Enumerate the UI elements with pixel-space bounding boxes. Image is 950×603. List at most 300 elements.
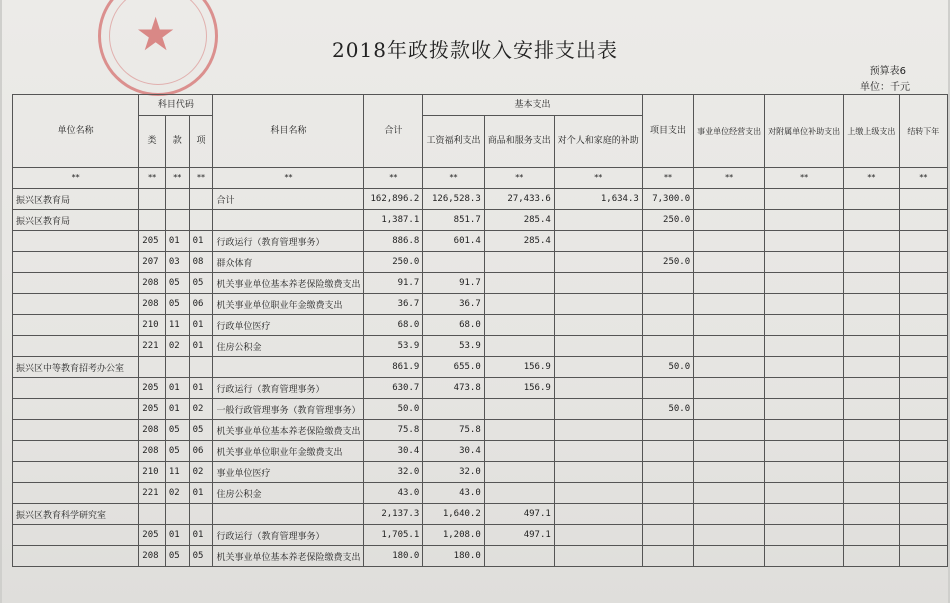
personal-cell <box>554 483 642 504</box>
goods-cell <box>484 399 554 420</box>
code-lei-cell: 208 <box>139 420 166 441</box>
project-cell <box>642 231 693 252</box>
subject-name-cell: 事业单位医疗 <box>213 462 364 483</box>
subsidy-cell <box>765 504 844 525</box>
code-xiang-cell <box>189 210 213 231</box>
code-xiang-cell: 01 <box>189 483 213 504</box>
code-kuan-cell: 05 <box>165 294 189 315</box>
code-kuan-cell: 02 <box>165 483 189 504</box>
unit-name-cell: 振兴区教育科学研究室 <box>13 504 139 525</box>
goods-cell <box>484 252 554 273</box>
upper-cell <box>844 483 899 504</box>
carry-cell <box>899 462 947 483</box>
table-row <box>13 252 948 273</box>
carry-cell <box>899 504 947 525</box>
enterprise-cell <box>694 420 765 441</box>
upper-cell <box>844 378 899 399</box>
unit-name-cell <box>13 294 139 315</box>
project-cell <box>642 273 693 294</box>
enterprise-cell <box>694 210 765 231</box>
star-cell: ** <box>364 168 423 189</box>
goods-cell <box>484 315 554 336</box>
star-cell: ** <box>642 168 693 189</box>
code-kuan-cell: 05 <box>165 420 189 441</box>
personal-cell <box>554 504 642 525</box>
code-xiang-cell: 01 <box>189 525 213 546</box>
star-cell: ** <box>189 168 213 189</box>
col-subject-code: 科目代码 <box>139 95 213 116</box>
total-cell: 75.8 <box>364 420 423 441</box>
subsidy-cell <box>765 294 844 315</box>
subsidy-cell <box>765 420 844 441</box>
personal-cell <box>554 357 642 378</box>
code-kuan-cell: 01 <box>165 231 189 252</box>
personal-cell <box>554 525 642 546</box>
subject-name-cell: 行政运行（教育管理事务） <box>213 525 364 546</box>
code-lei-cell: 208 <box>139 273 166 294</box>
personal-cell <box>554 231 642 252</box>
code-xiang-cell: 05 <box>189 546 213 567</box>
upper-cell <box>844 273 899 294</box>
personal-cell <box>554 546 642 567</box>
unit-name-cell: 振兴区教育局 <box>13 210 139 231</box>
carry-cell <box>899 315 947 336</box>
col-subject-name: 科目名称 <box>213 95 364 168</box>
salary-cell <box>423 252 484 273</box>
col-upper: 上缴上级支出 <box>844 95 899 168</box>
total-cell: 43.0 <box>364 483 423 504</box>
salary-cell: 655.0 <box>423 357 484 378</box>
goods-cell: 285.4 <box>484 210 554 231</box>
salary-cell: 601.4 <box>423 231 484 252</box>
project-cell <box>642 294 693 315</box>
total-cell: 630.7 <box>364 378 423 399</box>
salary-cell: 53.9 <box>423 336 484 357</box>
subject-name-cell <box>213 504 364 525</box>
table-row <box>13 399 948 420</box>
table-row <box>13 462 948 483</box>
project-cell: 50.0 <box>642 357 693 378</box>
salary-cell: 851.7 <box>423 210 484 231</box>
carry-cell <box>899 273 947 294</box>
star-cell: ** <box>765 168 844 189</box>
project-cell <box>642 378 693 399</box>
table-row <box>13 273 948 294</box>
total-cell: 50.0 <box>364 399 423 420</box>
goods-cell: 285.4 <box>484 231 554 252</box>
code-lei-cell: 221 <box>139 483 166 504</box>
unit-name-cell <box>13 441 139 462</box>
star-cell: ** <box>423 168 484 189</box>
code-lei-cell: 205 <box>139 525 166 546</box>
salary-cell: 91.7 <box>423 273 484 294</box>
personal-cell <box>554 336 642 357</box>
carry-cell <box>899 546 947 567</box>
col-unit-name: 单位名称 <box>13 95 139 168</box>
total-cell: 53.9 <box>364 336 423 357</box>
col-goods: 商品和服务支出 <box>484 116 554 168</box>
code-kuan-cell: 02 <box>165 336 189 357</box>
subsidy-cell <box>765 462 844 483</box>
unit-name-cell <box>13 399 139 420</box>
salary-cell: 1,640.2 <box>423 504 484 525</box>
salary-cell: 126,528.3 <box>423 189 484 210</box>
carry-cell <box>899 420 947 441</box>
page-title: 2018年政拨款收入安排支出表 <box>332 38 618 62</box>
table-row <box>13 525 948 546</box>
col-kuan: 款 <box>165 116 189 168</box>
col-subsidy: 对附属单位补助支出 <box>765 95 844 168</box>
project-cell: 250.0 <box>642 252 693 273</box>
code-xiang-cell: 08 <box>189 252 213 273</box>
goods-cell <box>484 462 554 483</box>
carry-cell <box>899 399 947 420</box>
subsidy-cell <box>765 441 844 462</box>
star-cell: ** <box>139 168 166 189</box>
subject-name-cell: 行政运行（教育管理事务） <box>213 378 364 399</box>
goods-cell: 156.9 <box>484 378 554 399</box>
unit-name-cell <box>13 315 139 336</box>
star-cell: ** <box>213 168 364 189</box>
total-cell: 91.7 <box>364 273 423 294</box>
star-cell: ** <box>554 168 642 189</box>
personal-cell <box>554 441 642 462</box>
subject-name-cell: 住房公积金 <box>213 336 364 357</box>
subject-name-cell: 机关事业单位基本养老保险缴费支出 <box>213 546 364 567</box>
enterprise-cell <box>694 315 765 336</box>
code-xiang-cell: 05 <box>189 420 213 441</box>
personal-cell <box>554 378 642 399</box>
subsidy-cell <box>765 336 844 357</box>
code-kuan-cell <box>165 504 189 525</box>
project-cell <box>642 462 693 483</box>
form-number: 预算表6 <box>869 66 906 77</box>
upper-cell <box>844 399 899 420</box>
code-xiang-cell: 02 <box>189 462 213 483</box>
personal-cell <box>554 420 642 441</box>
personal-cell <box>554 462 642 483</box>
goods-cell <box>484 336 554 357</box>
upper-cell <box>844 294 899 315</box>
carry-cell <box>899 231 947 252</box>
code-xiang-cell: 01 <box>189 231 213 252</box>
enterprise-cell <box>694 336 765 357</box>
col-lei: 类 <box>139 116 166 168</box>
subsidy-cell <box>765 231 844 252</box>
table-row <box>13 504 948 525</box>
table-row <box>13 483 948 504</box>
table-row <box>13 210 948 231</box>
subsidy-cell <box>765 483 844 504</box>
goods-cell: 156.9 <box>484 357 554 378</box>
enterprise-cell <box>694 252 765 273</box>
carry-cell <box>899 189 947 210</box>
project-cell <box>642 483 693 504</box>
enterprise-cell <box>694 462 765 483</box>
enterprise-cell <box>694 399 765 420</box>
code-kuan-cell: 01 <box>165 399 189 420</box>
carry-cell <box>899 294 947 315</box>
salary-cell: 1,208.0 <box>423 525 484 546</box>
unit-name-cell <box>13 462 139 483</box>
code-lei-cell: 205 <box>139 378 166 399</box>
subsidy-cell <box>765 273 844 294</box>
enterprise-cell <box>694 483 765 504</box>
code-lei-cell: 207 <box>139 252 166 273</box>
enterprise-cell <box>694 504 765 525</box>
carry-cell <box>899 525 947 546</box>
star-cell: ** <box>13 168 139 189</box>
code-xiang-cell: 06 <box>189 294 213 315</box>
code-xiang-cell: 05 <box>189 273 213 294</box>
star-cell: ** <box>165 168 189 189</box>
col-total: 合计 <box>364 95 423 168</box>
code-xiang-cell <box>189 504 213 525</box>
code-kuan-cell: 01 <box>165 525 189 546</box>
code-kuan-cell: 11 <box>165 462 189 483</box>
enterprise-cell <box>694 189 765 210</box>
salary-cell: 43.0 <box>423 483 484 504</box>
salary-cell: 32.0 <box>423 462 484 483</box>
subject-name-cell: 合计 <box>213 189 364 210</box>
carry-cell <box>899 252 947 273</box>
table-row <box>13 294 948 315</box>
upper-cell <box>844 315 899 336</box>
code-kuan-cell: 05 <box>165 546 189 567</box>
code-lei-cell: 221 <box>139 336 166 357</box>
salary-cell: 75.8 <box>423 420 484 441</box>
table-row <box>13 378 948 399</box>
upper-cell <box>844 462 899 483</box>
subject-name-cell <box>213 357 364 378</box>
upper-cell <box>844 525 899 546</box>
code-lei-cell: 205 <box>139 231 166 252</box>
code-kuan-cell <box>165 189 189 210</box>
total-cell: 32.0 <box>364 462 423 483</box>
code-kuan-cell <box>165 357 189 378</box>
star-cell: ** <box>484 168 554 189</box>
header-row-1 <box>13 95 948 116</box>
goods-cell <box>484 483 554 504</box>
total-cell: 68.0 <box>364 315 423 336</box>
total-cell: 162,896.2 <box>364 189 423 210</box>
upper-cell <box>844 357 899 378</box>
star-row <box>13 168 948 189</box>
subsidy-cell <box>765 546 844 567</box>
upper-cell <box>844 420 899 441</box>
total-cell: 861.9 <box>364 357 423 378</box>
subsidy-cell <box>765 399 844 420</box>
col-enterprise: 事业单位经营支出 <box>694 95 765 168</box>
enterprise-cell <box>694 231 765 252</box>
salary-cell: 180.0 <box>423 546 484 567</box>
subject-name-cell <box>213 210 364 231</box>
red-star-icon: ★ <box>135 7 177 61</box>
subsidy-cell <box>765 315 844 336</box>
upper-cell <box>844 252 899 273</box>
star-cell: ** <box>694 168 765 189</box>
unit-name-cell <box>13 546 139 567</box>
goods-cell <box>484 420 554 441</box>
salary-cell <box>423 399 484 420</box>
subject-name-cell: 住房公积金 <box>213 483 364 504</box>
total-cell: 1,387.1 <box>364 210 423 231</box>
project-cell <box>642 420 693 441</box>
project-cell: 7,300.0 <box>642 189 693 210</box>
personal-cell: 1,634.3 <box>554 189 642 210</box>
budget-table <box>12 94 948 567</box>
unit-name-cell: 振兴区中等教育招考办公室 <box>13 357 139 378</box>
table-row <box>13 189 948 210</box>
unit-name-cell <box>13 378 139 399</box>
total-cell: 886.8 <box>364 231 423 252</box>
enterprise-cell <box>694 294 765 315</box>
code-kuan-cell <box>165 210 189 231</box>
code-xiang-cell <box>189 189 213 210</box>
code-lei-cell <box>139 210 166 231</box>
code-xiang-cell: 06 <box>189 441 213 462</box>
carry-cell <box>899 441 947 462</box>
personal-cell <box>554 273 642 294</box>
code-kuan-cell: 05 <box>165 273 189 294</box>
unit-name-cell <box>13 525 139 546</box>
enterprise-cell <box>694 525 765 546</box>
enterprise-cell <box>694 546 765 567</box>
enterprise-cell <box>694 273 765 294</box>
code-xiang-cell: 02 <box>189 399 213 420</box>
code-lei-cell: 208 <box>139 441 166 462</box>
upper-cell <box>844 210 899 231</box>
subsidy-cell <box>765 525 844 546</box>
col-personal: 对个人和家庭的补助 <box>554 116 642 168</box>
total-cell: 30.4 <box>364 441 423 462</box>
unit-name-cell <box>13 273 139 294</box>
subsidy-cell <box>765 210 844 231</box>
goods-cell: 27,433.6 <box>484 189 554 210</box>
carry-cell <box>899 357 947 378</box>
upper-cell <box>844 231 899 252</box>
personal-cell <box>554 210 642 231</box>
star-cell: ** <box>899 168 947 189</box>
code-lei-cell <box>139 189 166 210</box>
code-kuan-cell: 03 <box>165 252 189 273</box>
project-cell <box>642 504 693 525</box>
code-lei-cell: 210 <box>139 315 166 336</box>
goods-cell: 497.1 <box>484 525 554 546</box>
table-row <box>13 441 948 462</box>
salary-cell: 36.7 <box>423 294 484 315</box>
enterprise-cell <box>694 378 765 399</box>
total-cell: 250.0 <box>364 252 423 273</box>
upper-cell <box>844 546 899 567</box>
code-xiang-cell <box>189 357 213 378</box>
personal-cell <box>554 399 642 420</box>
table-row <box>13 420 948 441</box>
project-cell <box>642 441 693 462</box>
total-cell: 36.7 <box>364 294 423 315</box>
code-kuan-cell: 05 <box>165 441 189 462</box>
subject-name-cell: 行政单位医疗 <box>213 315 364 336</box>
col-salary: 工资福利支出 <box>423 116 484 168</box>
goods-cell <box>484 273 554 294</box>
table-body <box>13 189 948 567</box>
project-cell <box>642 525 693 546</box>
upper-cell <box>844 504 899 525</box>
code-xiang-cell: 01 <box>189 336 213 357</box>
unit-name-cell <box>13 252 139 273</box>
upper-cell <box>844 189 899 210</box>
code-lei-cell: 205 <box>139 399 166 420</box>
subject-name-cell: 群众体育 <box>213 252 364 273</box>
unit-name-cell <box>13 231 139 252</box>
col-xiang: 项 <box>189 116 213 168</box>
code-lei-cell: 208 <box>139 546 166 567</box>
table-row <box>13 231 948 252</box>
goods-cell <box>484 441 554 462</box>
enterprise-cell <box>694 357 765 378</box>
code-kuan-cell: 01 <box>165 378 189 399</box>
unit-name-cell <box>13 420 139 441</box>
upper-cell <box>844 441 899 462</box>
total-cell: 1,705.1 <box>364 525 423 546</box>
subject-name-cell: 机关事业单位职业年金缴费支出 <box>213 294 364 315</box>
project-cell: 250.0 <box>642 210 693 231</box>
subject-name-cell: 机关事业单位基本养老保险缴费支出 <box>213 273 364 294</box>
col-basic: 基本支出 <box>423 95 643 116</box>
col-carry: 结转下年 <box>899 95 947 168</box>
goods-cell: 497.1 <box>484 504 554 525</box>
col-project: 项目支出 <box>642 95 693 168</box>
unit-name-cell <box>13 336 139 357</box>
subsidy-cell <box>765 189 844 210</box>
unit-name-cell <box>13 483 139 504</box>
carry-cell <box>899 378 947 399</box>
code-xiang-cell: 01 <box>189 315 213 336</box>
personal-cell <box>554 252 642 273</box>
enterprise-cell <box>694 441 765 462</box>
unit-name-cell: 振兴区教育局 <box>13 189 139 210</box>
code-lei-cell <box>139 504 166 525</box>
upper-cell <box>844 336 899 357</box>
subject-name-cell: 机关事业单位职业年金缴费支出 <box>213 441 364 462</box>
salary-cell: 30.4 <box>423 441 484 462</box>
total-cell: 2,137.3 <box>364 504 423 525</box>
salary-cell: 68.0 <box>423 315 484 336</box>
star-cell: ** <box>844 168 899 189</box>
table-row <box>13 546 948 567</box>
goods-cell <box>484 546 554 567</box>
project-cell <box>642 336 693 357</box>
subject-name-cell: 一般行政管理事务（教育管理事务） <box>213 399 364 420</box>
salary-cell: 473.8 <box>423 378 484 399</box>
carry-cell <box>899 210 947 231</box>
code-lei-cell <box>139 357 166 378</box>
code-lei-cell: 208 <box>139 294 166 315</box>
goods-cell <box>484 294 554 315</box>
code-lei-cell: 210 <box>139 462 166 483</box>
project-cell <box>642 315 693 336</box>
code-kuan-cell: 11 <box>165 315 189 336</box>
subsidy-cell <box>765 252 844 273</box>
personal-cell <box>554 294 642 315</box>
personal-cell <box>554 315 642 336</box>
total-cell: 180.0 <box>364 546 423 567</box>
project-cell: 50.0 <box>642 399 693 420</box>
subject-name-cell: 机关事业单位基本养老保险缴费支出 <box>213 420 364 441</box>
unit-label: 单位：千元 <box>860 82 910 93</box>
carry-cell <box>899 336 947 357</box>
carry-cell <box>899 483 947 504</box>
